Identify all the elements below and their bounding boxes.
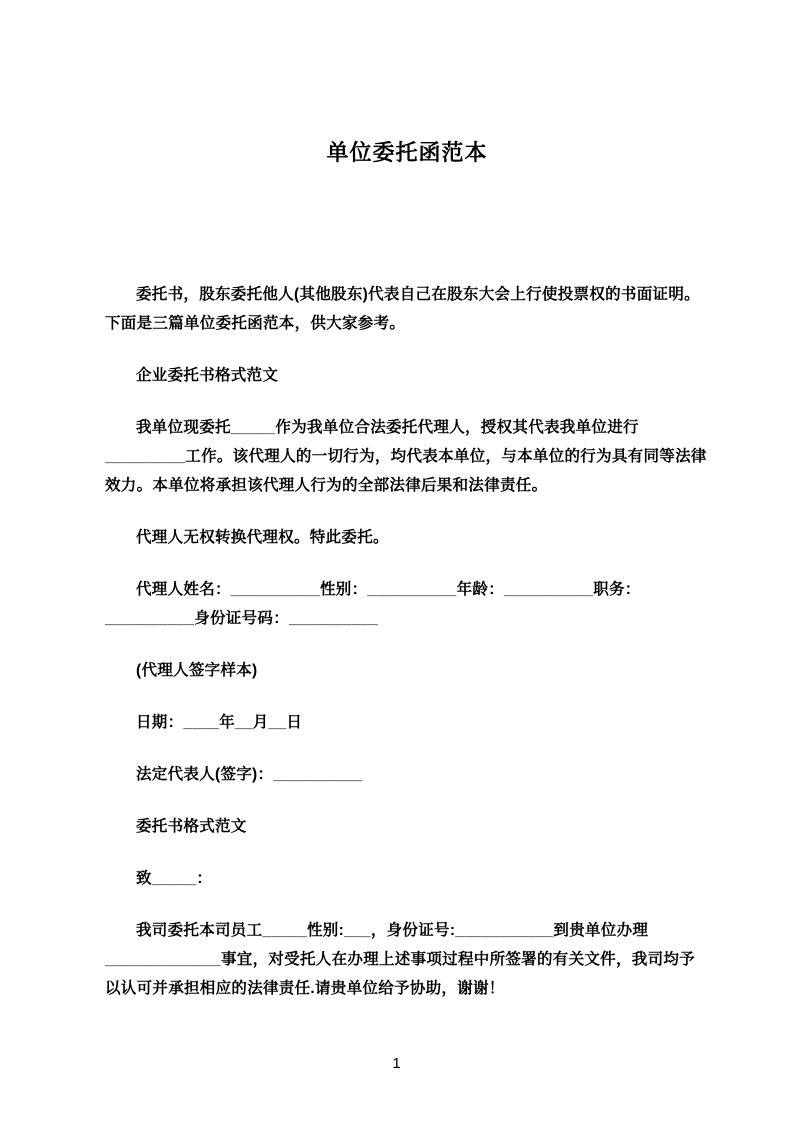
paragraph-company-body: 我司委托本司员工_____性别:___，身份证号:___________到贵单位办理_____________事宜，对受托人在办理上述事项过程中所签署的有关文件，我司均予以认可并承担相应的法律责任.请贵单位给予协助，谢谢！ [105, 922, 695, 997]
heading-weituo-template: 委托书格式范文 [136, 818, 247, 835]
page-number: 1 [392, 1055, 401, 1072]
paragraph-date-line: 日期：____年__月__日 [136, 714, 303, 731]
page-footer [0, 1055, 793, 1072]
paragraph-no-transfer: 代理人无权转换代理权。特此委托。 [136, 529, 389, 546]
paragraph-enterprise-body: 我单位现委托_____作为我单位合法委托代理人，授权其代表我单位进行_________工作。该代理人的一切行为，均代表本单位，与本单位的行为具有同等法律效力。本单位将承担该代理人行为的全部法律后果和法律责任。 [105, 419, 707, 494]
paragraph-signature-sample: (代理人签字样本) [136, 662, 258, 679]
paragraph-agent-info: 代理人姓名：__________性别：__________年龄：__________职务：__________身份证号码：__________ [105, 581, 641, 627]
document-body [105, 280, 709, 1003]
paragraph-intro: 委托书，股东委托他人(其他股东)代表自己在股东大会上行使投票权的书面证明。下面是三篇单位委托函范本，供大家参考。 [105, 286, 700, 332]
paragraph-to-line: 致_____： [136, 870, 213, 887]
document-title: 单位委托函范本 [326, 140, 488, 165]
heading-enterprise-template: 企业委托书格式范文 [136, 367, 279, 384]
paragraph-legal-representative: 法定代表人(签字)：__________ [136, 766, 363, 783]
